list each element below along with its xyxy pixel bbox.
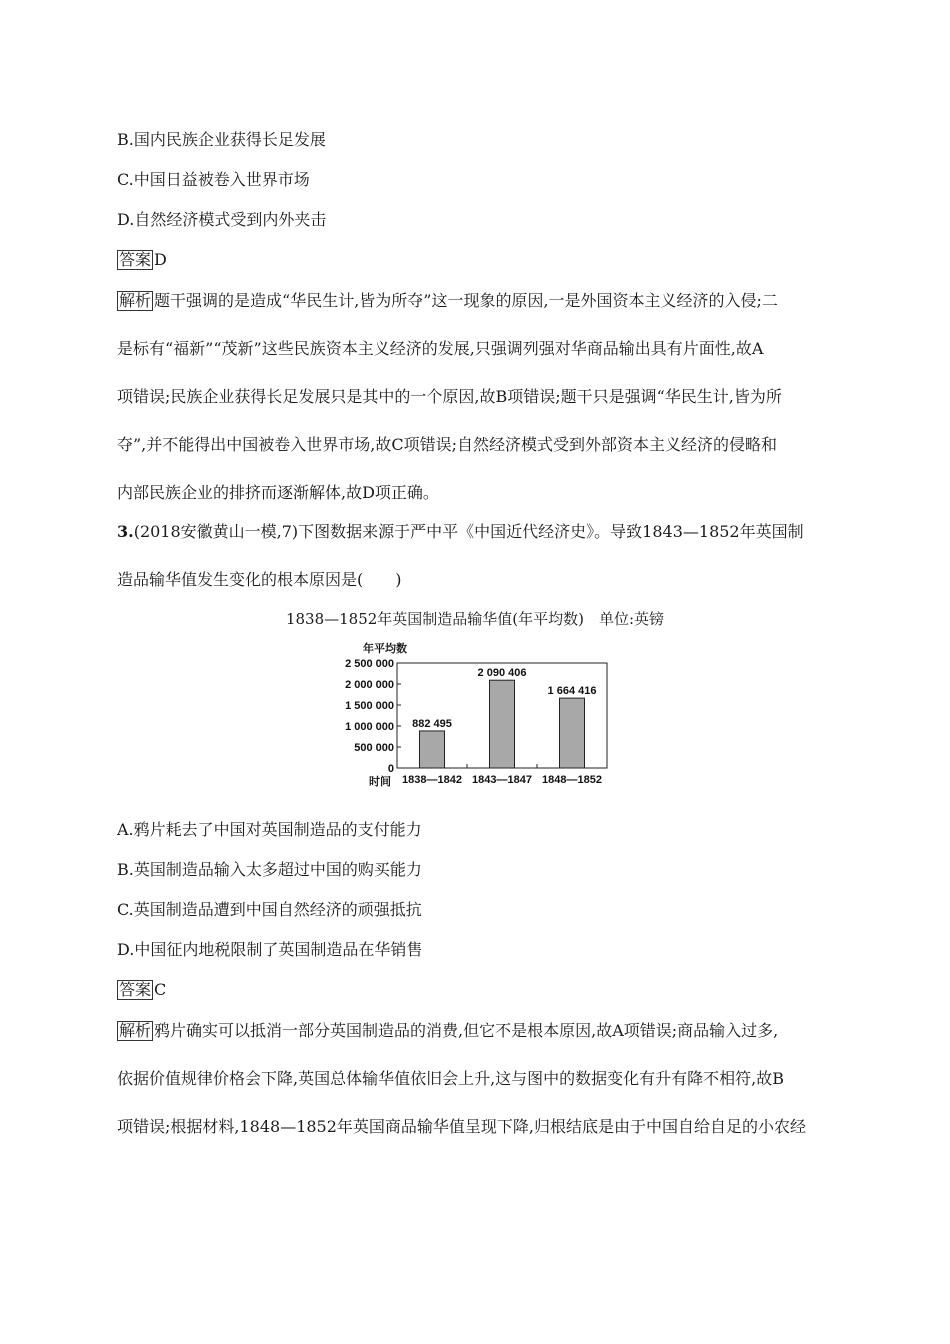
q3-answer-label: 答案 <box>119 980 152 999</box>
question-3-stem <box>117 522 804 542</box>
analysis-line-2: 是标有“福新”“茂新”这些民族资本主义经济的发展,只强调列强对华商品输出具有片面性,故A <box>117 339 764 358</box>
analysis-text: 题干强调的是造成“华民生计,皆为所夺”这一现象的原因,一是外国资本主义经济的入侵;二 <box>154 291 778 310</box>
data-label: 1 664 416 <box>547 685 597 698</box>
q3-analysis-line-1 <box>117 1021 778 1041</box>
x-axis-title: 时间 <box>369 776 391 788</box>
q3-option-b: B.英国制造品输入太多超过中国的购买能力 <box>117 860 422 879</box>
option-c: C.中国日益被卷入世界市场 <box>117 170 310 189</box>
analysis-line-5: 内部民族企业的排挤而逐渐解体,故D项正确。 <box>117 483 439 502</box>
answer-label: 答案 <box>119 250 152 269</box>
q3-analysis-text: 鸦片确实可以抵消一部分英国制造品的消费,但它不是根本原因,故A项错误;商品输入过多, <box>154 1021 779 1040</box>
y-tick-label: 1 500 000 <box>345 700 394 712</box>
option-d: D.自然经济模式受到内外夹击 <box>117 210 327 229</box>
analysis-label: 解析 <box>119 291 152 310</box>
q3-answer-value: C <box>154 980 167 999</box>
data-label: 882 495 <box>412 717 452 730</box>
y-tick-label: 0 <box>387 763 394 775</box>
bar <box>490 680 515 768</box>
q3-option-a: A.鸦片耗去了中国对英国制造品的支付能力 <box>117 820 422 839</box>
analysis-line-4: 夺”,并不能得出中国被卷入世界市场,故C项错误;自然经济模式受到外部资本主义经济的侵略和 <box>117 435 777 454</box>
y-tick-label: 2 500 000 <box>345 658 394 670</box>
q3-option-d: D.中国征内地税限制了英国制造品在华销售 <box>117 940 423 959</box>
y-tick-label: 1 000 000 <box>345 721 394 733</box>
q3-analysis-line-3: 项错误;根据材料,1848—1852年英国商品输华值呈现下降,归根结底是由于中国自给自足的小农经 <box>117 1117 807 1136</box>
y-tick-label: 2 000 000 <box>345 679 394 691</box>
q3-answer-row <box>117 980 166 1000</box>
chart-title: 1838—1852年英国制造品输华值(年平均数) 单位:英镑 <box>285 610 665 628</box>
data-label: 2 090 406 <box>477 667 527 680</box>
q3-analysis-line-2: 依据价值规律价格会下降,英国总体输华值依旧会上升,这与图中的数据变化有升有降不相符,故B <box>117 1069 785 1088</box>
option-b: B.国内民族企业获得长足发展 <box>117 130 326 149</box>
x-tick-label: 1848—1852 <box>542 774 602 786</box>
x-tick-label: 1843—1847 <box>472 774 532 786</box>
x-tick-label: 1838—1842 <box>402 774 462 786</box>
q3-option-c: C.英国制造品遭到中国自然经济的顽强抵抗 <box>117 900 422 919</box>
y-axis-title: 年平均数 <box>363 643 407 655</box>
analysis-line-3: 项错误;民族企业获得长足发展只是其中的一个原因,故B项错误;题干只是强调“华民生计,皆为所 <box>117 387 782 406</box>
answer-value: D <box>154 250 167 269</box>
analysis-line-1 <box>117 291 778 311</box>
bar <box>560 698 585 768</box>
question-stem-text: (2018安徽黄山一模,7)下图数据来源于严中平《中国近代经济史》。导致1843—1852年英国制 <box>133 522 804 541</box>
q3-analysis-label: 解析 <box>119 1021 152 1040</box>
bar-chart <box>345 638 620 790</box>
question-3-stem-2: 造品输华值发生变化的根本原因是( ) <box>117 570 402 589</box>
question-number: 3. <box>117 522 134 541</box>
y-tick-label: 500 000 <box>354 742 394 754</box>
bar <box>420 731 445 768</box>
answer-row <box>117 250 167 270</box>
